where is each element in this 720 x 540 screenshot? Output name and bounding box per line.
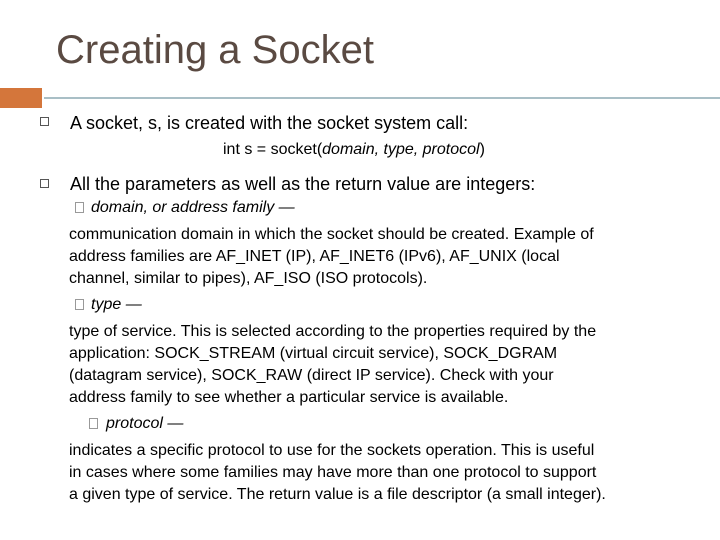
param-desc-line: address families are AF_INET (IP), AF_INET6 (IPv6), AF_UNIX (local bbox=[69, 248, 560, 265]
param-desc-line: in cases where some families may have more than one protocol to support bbox=[69, 464, 597, 481]
param-label: protocol — bbox=[106, 415, 184, 432]
param-label: type — bbox=[91, 296, 142, 313]
param-desc-line: channel, similar to pipes), AF_ISO (ISO protocols). bbox=[69, 270, 428, 287]
sub-bullet-icon bbox=[89, 418, 98, 429]
code-line bbox=[223, 140, 485, 160]
code-prefix: int s = socket( bbox=[223, 141, 323, 158]
param-desc-line: address family to see whether a particular service is available. bbox=[69, 389, 509, 406]
bullet-square-icon bbox=[40, 179, 49, 188]
title-rule-accent bbox=[0, 88, 42, 108]
param-desc-line: application: SOCK_STREAM (virtual circuit service), SOCK_DGRAM bbox=[69, 345, 558, 362]
title-rule-line bbox=[42, 97, 720, 99]
sub-bullet-icon bbox=[75, 299, 84, 310]
bullet-text: All the parameters as well as the return value are integers: bbox=[70, 174, 536, 194]
title-rule-notch bbox=[42, 88, 44, 108]
param-label: domain, or address family — bbox=[91, 199, 295, 216]
param-desc-line: a given type of service. The return value is a file descriptor (a small integer). bbox=[69, 486, 606, 503]
slide-title: Creating a Socket bbox=[56, 28, 374, 72]
sub-bullet-icon bbox=[75, 202, 84, 213]
param-desc-line: type of service. This is selected according to the properties required by the bbox=[69, 323, 597, 340]
code-args: domain, type, protocol bbox=[322, 141, 480, 158]
param-desc-line: (datagram service), SOCK_RAW (direct IP service). Check with your bbox=[69, 367, 554, 384]
bullet-square-icon bbox=[40, 117, 49, 126]
code-suffix: ) bbox=[479, 141, 485, 158]
param-desc-line: indicates a specific protocol to use for the sockets operation. This is useful bbox=[69, 442, 595, 459]
param-desc-line: communication domain in which the socket should be created. Example of bbox=[69, 226, 594, 243]
bullet-text: A socket, s, is created with the socket system call: bbox=[70, 113, 469, 133]
